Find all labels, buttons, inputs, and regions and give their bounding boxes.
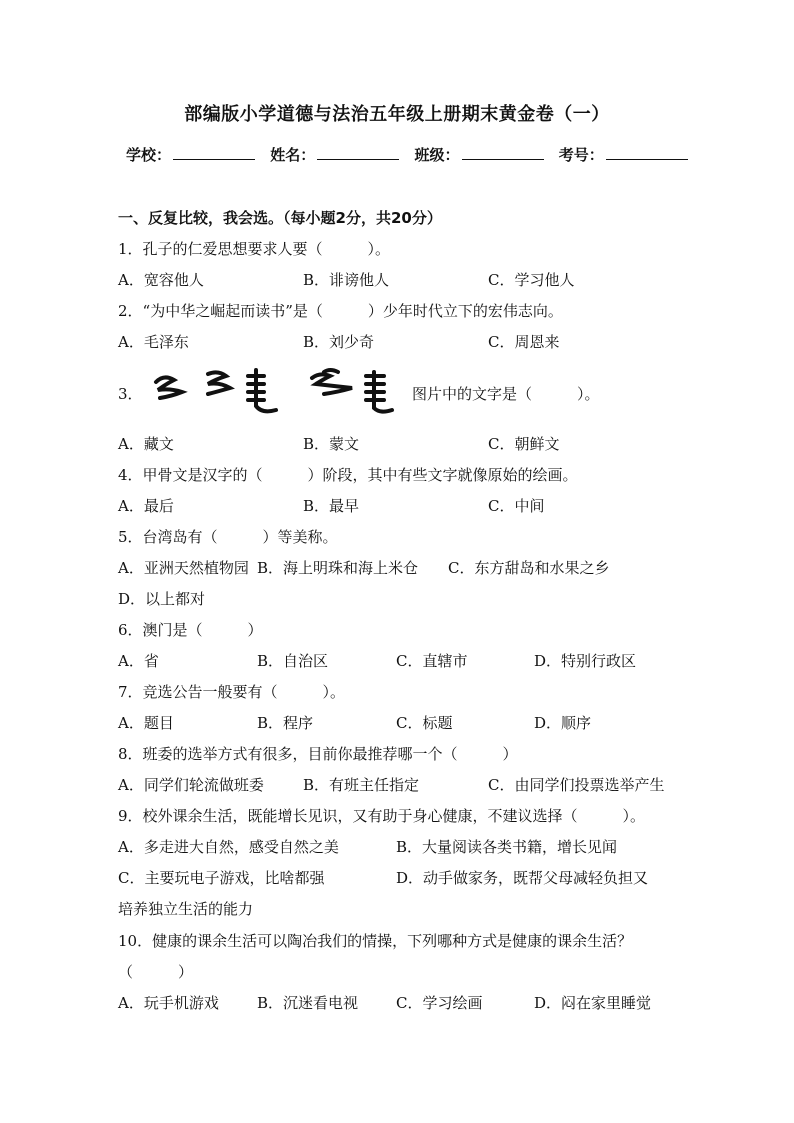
question-1: 1．孔子的仁爱思想要求人要（ ）。 <box>118 240 391 258</box>
question-4: 4．甲骨文是汉字的（ ）阶段，其中有些文字就像原始的绘画。 <box>118 466 578 484</box>
q6-option-a: A．省 <box>118 652 159 670</box>
student-info <box>126 144 698 165</box>
q6-option-b: B．自治区 <box>257 652 329 670</box>
q4-option-b: B．最早 <box>303 497 360 515</box>
q5-option-d: D．以上都对 <box>118 590 206 608</box>
q9-option-d: D．动手做家务，既帮父母减轻负担又 <box>396 869 649 887</box>
page-title: 部编版小学道德与法治五年级上册期末黄金卷（一） <box>184 104 610 125</box>
q3-option-b: B．蒙文 <box>303 435 360 453</box>
school-blank <box>173 147 255 160</box>
q7-option-d: D．顺序 <box>534 714 592 732</box>
name-label: 姓名： <box>270 146 316 164</box>
q9-option-d-cont: 培养独立生活的能力 <box>118 900 254 918</box>
question-7: 7．竞选公告一般要有（ ）。 <box>118 683 346 701</box>
q4-option-a: A．最后 <box>118 497 174 515</box>
name-field <box>270 144 399 165</box>
q9-option-a: A．多走进大自然，感受自然之美 <box>118 838 339 856</box>
q2-option-c: C．周恩来 <box>488 333 560 351</box>
number-blank <box>606 147 688 160</box>
section-heading: 一、反复比较，我会选。（每小题2分，共20分） <box>118 209 442 227</box>
question-3: 图片中的文字是（ ）。 <box>412 385 600 403</box>
question-3-number: 3． <box>118 385 143 403</box>
q10-option-a: A．玩手机游戏 <box>118 994 219 1012</box>
q2-option-a: A．毛泽东 <box>118 333 189 351</box>
q5-option-a: A．亚洲天然植物园 <box>118 559 249 577</box>
question-8: 8．班委的选举方式有很多，目前你最推荐哪一个（ ） <box>118 745 518 763</box>
q9-option-c: C．主要玩电子游戏，比啥都强 <box>118 869 325 887</box>
q10-option-b: B．沉迷看电视 <box>257 994 359 1012</box>
q6-option-c: C．直辖市 <box>396 652 468 670</box>
q7-option-b: B．程序 <box>257 714 314 732</box>
q1-option-a: A．宽容他人 <box>118 271 204 289</box>
question-6: 6．澳门是（ ） <box>118 621 263 639</box>
q7-option-c: C．标题 <box>396 714 453 732</box>
q2-option-b: B．刘少奇 <box>303 333 375 351</box>
class-label: 班级： <box>414 146 460 164</box>
question-10-bracket: （ ） <box>118 963 194 981</box>
q10-option-c: C．学习绘画 <box>396 994 483 1012</box>
question-2: 2．“为中华之崛起而读书”是（ ）少年时代立下的宏伟志向。 <box>118 302 563 320</box>
question-9: 9．校外课余生活，既能增长见识，又有助于身心健康，不建议选择（ ）。 <box>118 807 646 825</box>
q8-option-c: C．由同学们投票选举产生 <box>488 776 665 794</box>
q8-option-b: B．有班主任指定 <box>303 776 420 794</box>
question-5: 5．台湾岛有（ ）等美称。 <box>118 528 338 546</box>
q9-option-b: B．大量阅读各类书籍，增长见闻 <box>396 838 618 856</box>
number-field <box>559 144 688 165</box>
q4-option-c: C．中间 <box>488 497 545 515</box>
q5-option-b: B．海上明珠和海上米仓 <box>257 559 419 577</box>
q1-option-b: B．诽谤他人 <box>303 271 390 289</box>
number-label: 考号： <box>558 146 604 164</box>
class-field <box>415 144 544 165</box>
school-field <box>126 144 255 165</box>
q8-option-a: A．同学们轮流做班委 <box>118 776 264 794</box>
q7-option-a: A．题目 <box>118 714 174 732</box>
q6-option-d: D．特别行政区 <box>534 652 637 670</box>
mongolian-script-image <box>152 366 402 418</box>
name-blank <box>317 147 399 160</box>
school-label: 学校： <box>126 146 172 164</box>
q1-option-c: C．学习他人 <box>488 271 575 289</box>
question-10: 10．健康的课余生活可以陶冶我们的情操，下列哪种方式是健康的课余生活？ <box>118 932 633 950</box>
q3-option-a: A．藏文 <box>118 435 174 453</box>
q5-option-c: C．东方甜岛和水果之乡 <box>448 559 610 577</box>
q10-option-d: D．闷在家里睡觉 <box>534 994 652 1012</box>
class-blank <box>462 147 544 160</box>
q3-option-c: C．朝鲜文 <box>488 435 560 453</box>
